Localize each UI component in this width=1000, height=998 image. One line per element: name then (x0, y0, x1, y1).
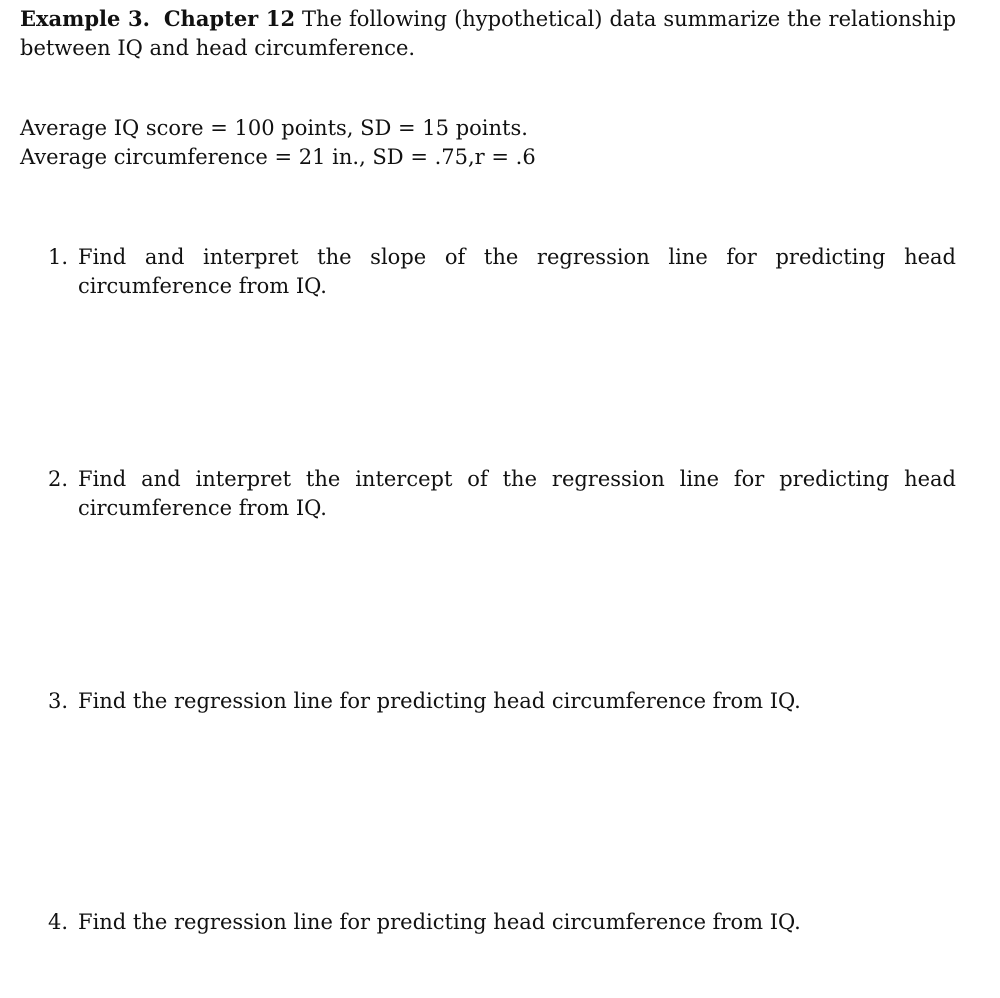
question-item (48, 908, 956, 937)
given-circumference-line: Average circumference = 21 in., SD = .75,r = .6 (20, 145, 536, 169)
question-item (48, 243, 956, 301)
example-label: Example 3. (20, 6, 150, 31)
given-iq-line: Average IQ score = 100 points, SD = 15 points. (20, 116, 528, 140)
intro-text: The following (hypothetical) data summarize the relationship between IQ and head circumference. (20, 7, 957, 60)
question-text: Find the regression line for predicting head circumference from IQ. (78, 910, 801, 934)
question-number: 4. (48, 910, 69, 934)
question-item (48, 465, 956, 523)
given-data-block (20, 114, 920, 172)
question-number: 2. (48, 467, 69, 491)
question-text: Find the regression line for predicting head circumference from IQ. (78, 689, 801, 713)
chapter-label: Chapter 12 (163, 6, 296, 31)
question-number: 1. (48, 245, 69, 269)
intro-paragraph (20, 4, 956, 63)
question-number: 3. (48, 689, 69, 713)
question-text: Find and interpret the intercept of the regression line for predicting head circumference from IQ. (78, 467, 956, 520)
question-item (48, 687, 956, 716)
question-text: Find and interpret the slope of the regression line for predicting head circumference from IQ. (78, 245, 956, 298)
